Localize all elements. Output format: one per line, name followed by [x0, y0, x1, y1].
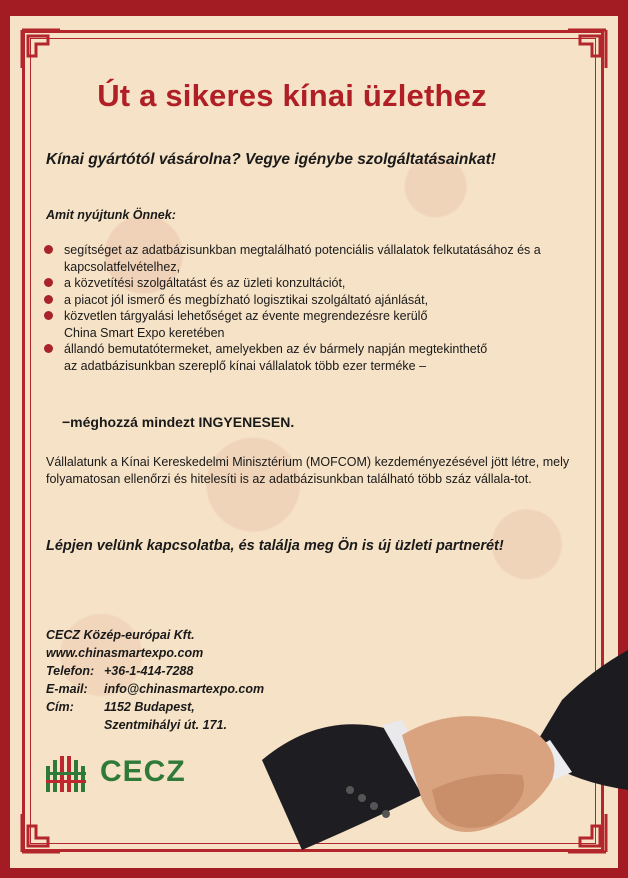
list-item: segítséget az adatbázisunkban megtalálható potenciális vállalatok felkutatásához és a kapcsolatfelvételhez,	[44, 242, 574, 275]
bullet-icon	[44, 278, 53, 287]
address-label: Cím:	[46, 700, 74, 714]
page-title: Út a sikeres kínai üzlethez	[97, 78, 487, 113]
website-link[interactable]: www.chinasmartexpo.com	[46, 646, 204, 660]
address-line-1: 1152 Budapest,	[104, 700, 195, 714]
email-label: E-mail:	[46, 682, 88, 696]
email-link[interactable]: info@chinasmartexpo.com	[104, 682, 265, 696]
cecz-logo	[44, 752, 184, 796]
company-name: CECZ Közép-európai Kft.	[46, 628, 195, 642]
logo-text: CECZ	[100, 755, 186, 788]
handshake-image	[232, 640, 628, 878]
list-item: állandó bemutatótermeket, amelyekben az év bármely napján megtekinthető az adatbázisunkban szereplő kínai vállalatok több ezer terméke –	[44, 341, 574, 374]
bullet-icon	[44, 311, 53, 320]
company-description: Vállalatunk a Kínai Kereskedelmi Minisztérium (MOFCOM) kezdeményezésével jött létre, mely folyamatosan ellenőrzi és hitelesíti is az adatbázisunkban található több száz vállala-tot.	[46, 455, 570, 486]
address-line-2: Szentmihályi út. 171.	[104, 718, 227, 732]
logo-mark-icon	[44, 752, 96, 796]
offer-list	[44, 242, 574, 374]
bullet-icon	[44, 344, 53, 353]
phone-label: Telefon:	[46, 664, 95, 678]
offer-heading: Amit nyújtunk Önnek:	[46, 208, 176, 222]
list-item: a piacot jól ismerő és megbízható logisztikai szolgáltató ajánlását,	[44, 292, 574, 309]
call-to-action: Lépjen velünk kapcsolatba, és találja meg Ön is új üzleti partnerét!	[46, 538, 504, 554]
list-item: a közvetítési szolgáltatást és az üzleti konzultációt,	[44, 275, 574, 292]
corner-ornament-bottom-left	[18, 810, 64, 856]
subtitle: Kínai gyártótól vásárolna? Vegye igénybe szolgáltatásainkat!	[46, 151, 496, 168]
phone-value[interactable]: +36-1-414-7288	[104, 664, 194, 678]
bullet-icon	[44, 245, 53, 254]
bullet-icon	[44, 295, 53, 304]
corner-ornament-top-left	[18, 26, 64, 72]
corner-ornament-top-right	[564, 26, 610, 72]
free-of-charge-line: −méghozzá mindezt INGYENESEN.	[62, 414, 295, 430]
list-item: közvetlen tárgyalási lehetőséget az évente megrendezésre kerülő China Smart Expo keretében	[44, 308, 574, 341]
